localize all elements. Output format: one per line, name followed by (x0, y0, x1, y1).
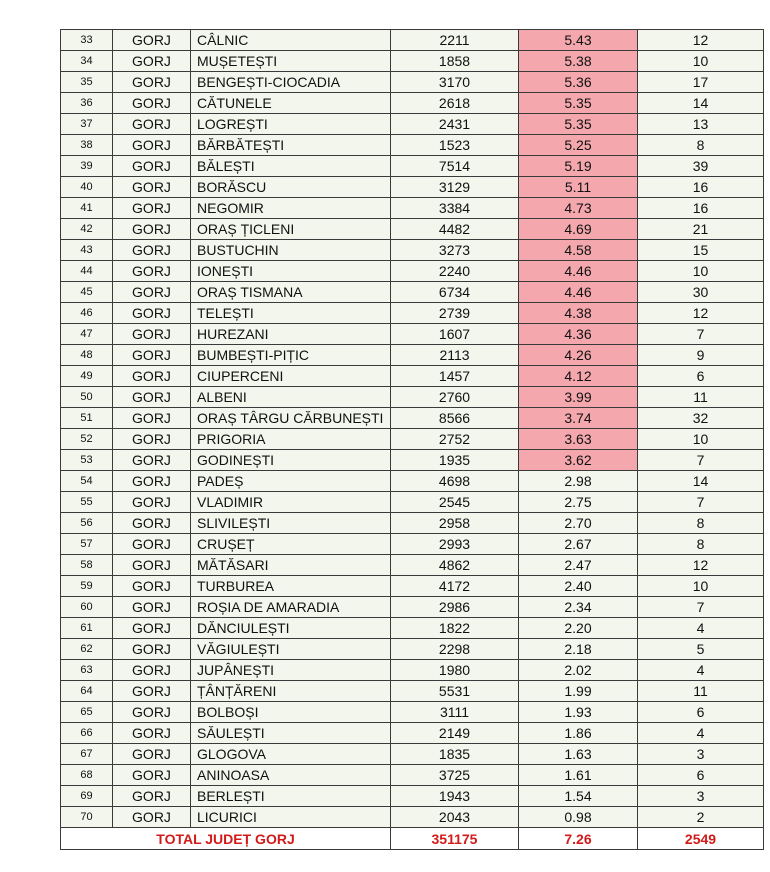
table-row (61, 513, 764, 534)
cases-cell: 10 (638, 576, 764, 597)
incidence-rate-cell: 2.40 (519, 576, 638, 597)
county-cell: GORJ (113, 345, 191, 366)
county-cell: GORJ (113, 639, 191, 660)
population-cell: 2211 (391, 30, 519, 51)
row-number: 44 (61, 261, 113, 282)
county-cell: GORJ (113, 723, 191, 744)
cases-cell: 6 (638, 765, 764, 786)
row-number: 65 (61, 702, 113, 723)
population-cell: 3111 (391, 702, 519, 723)
locality-cell: TELEȘTI (191, 303, 391, 324)
cases-cell: 8 (638, 534, 764, 555)
population-cell: 4862 (391, 555, 519, 576)
incidence-rate-cell: 5.25 (519, 135, 638, 156)
population-cell: 1935 (391, 450, 519, 471)
county-cell: GORJ (113, 513, 191, 534)
table-row (61, 618, 764, 639)
row-number: 40 (61, 177, 113, 198)
cases-cell: 4 (638, 723, 764, 744)
locality-cell: BĂLEȘTI (191, 156, 391, 177)
cases-cell: 6 (638, 702, 764, 723)
population-cell: 3725 (391, 765, 519, 786)
table-row (61, 639, 764, 660)
cases-cell: 11 (638, 387, 764, 408)
localities-table-sheet (60, 29, 763, 850)
cases-cell: 7 (638, 324, 764, 345)
cases-cell: 12 (638, 303, 764, 324)
incidence-rate-cell: 5.19 (519, 156, 638, 177)
table-row (61, 429, 764, 450)
incidence-rate-cell: 4.73 (519, 198, 638, 219)
table-row (61, 492, 764, 513)
cases-cell: 11 (638, 681, 764, 702)
locality-cell: BUMBEȘTI-PIȚIC (191, 345, 391, 366)
incidence-rate-cell: 5.35 (519, 114, 638, 135)
county-cell: GORJ (113, 156, 191, 177)
county-cell: GORJ (113, 555, 191, 576)
locality-cell: GLOGOVA (191, 744, 391, 765)
population-cell: 2752 (391, 429, 519, 450)
locality-cell: CIUPERCENI (191, 366, 391, 387)
table-row (61, 303, 764, 324)
locality-cell: ROȘIA DE AMARADIA (191, 597, 391, 618)
locality-cell: JUPÂNEȘTI (191, 660, 391, 681)
locality-cell: NEGOMIR (191, 198, 391, 219)
row-number: 39 (61, 156, 113, 177)
county-cell: GORJ (113, 744, 191, 765)
cases-cell: 21 (638, 219, 764, 240)
cases-cell: 13 (638, 114, 764, 135)
incidence-rate-cell: 2.98 (519, 471, 638, 492)
locality-cell: PRIGORIA (191, 429, 391, 450)
cases-cell: 39 (638, 156, 764, 177)
row-number: 37 (61, 114, 113, 135)
cases-cell: 7 (638, 597, 764, 618)
population-cell: 3273 (391, 240, 519, 261)
county-cell: GORJ (113, 471, 191, 492)
county-cell: GORJ (113, 786, 191, 807)
locality-cell: DĂNCIULEȘTI (191, 618, 391, 639)
row-number: 38 (61, 135, 113, 156)
incidence-rate-cell: 4.46 (519, 282, 638, 303)
cases-cell: 8 (638, 135, 764, 156)
row-number: 45 (61, 282, 113, 303)
row-number: 52 (61, 429, 113, 450)
incidence-rate-cell: 2.47 (519, 555, 638, 576)
locality-cell: ORAȘ TÂRGU CĂRBUNEȘTI (191, 408, 391, 429)
population-cell: 4172 (391, 576, 519, 597)
cases-cell: 14 (638, 93, 764, 114)
county-cell: GORJ (113, 534, 191, 555)
county-cell: GORJ (113, 366, 191, 387)
locality-cell: CRUȘEȚ (191, 534, 391, 555)
county-cell: GORJ (113, 198, 191, 219)
row-number: 49 (61, 366, 113, 387)
population-cell: 1943 (391, 786, 519, 807)
table-row (61, 282, 764, 303)
population-cell: 7514 (391, 156, 519, 177)
table-row (61, 240, 764, 261)
locality-cell: VĂGIULEȘTI (191, 639, 391, 660)
row-number: 66 (61, 723, 113, 744)
incidence-rate-cell: 2.70 (519, 513, 638, 534)
total-cases: 2549 (638, 828, 764, 850)
population-cell: 2993 (391, 534, 519, 555)
cases-cell: 16 (638, 198, 764, 219)
locality-cell: BENGEȘTI-CIOCADIA (191, 72, 391, 93)
county-cell: GORJ (113, 30, 191, 51)
table-row (61, 93, 764, 114)
table-row (61, 807, 764, 828)
locality-cell: MUȘETEȘTI (191, 51, 391, 72)
row-number: 47 (61, 324, 113, 345)
row-number: 70 (61, 807, 113, 828)
county-cell: GORJ (113, 618, 191, 639)
population-cell: 2043 (391, 807, 519, 828)
cases-cell: 3 (638, 744, 764, 765)
table-row (61, 450, 764, 471)
incidence-rate-cell: 2.75 (519, 492, 638, 513)
locality-cell: SĂULEȘTI (191, 723, 391, 744)
cases-cell: 15 (638, 240, 764, 261)
county-cell: GORJ (113, 114, 191, 135)
cases-cell: 10 (638, 261, 764, 282)
incidence-rate-cell: 3.99 (519, 387, 638, 408)
locality-cell: SLIVILEȘTI (191, 513, 391, 534)
population-cell: 1835 (391, 744, 519, 765)
table-row (61, 114, 764, 135)
row-number: 60 (61, 597, 113, 618)
row-number: 41 (61, 198, 113, 219)
locality-cell: ALBENI (191, 387, 391, 408)
incidence-rate-cell: 3.74 (519, 408, 638, 429)
population-cell: 1822 (391, 618, 519, 639)
incidence-rate-cell: 1.54 (519, 786, 638, 807)
total-row (61, 828, 764, 850)
population-cell: 2298 (391, 639, 519, 660)
cases-cell: 12 (638, 30, 764, 51)
locality-cell: BOLBOȘI (191, 702, 391, 723)
county-cell: GORJ (113, 324, 191, 345)
county-cell: GORJ (113, 135, 191, 156)
row-number: 43 (61, 240, 113, 261)
population-cell: 5531 (391, 681, 519, 702)
table-row (61, 30, 764, 51)
locality-cell: ORAȘ ȚICLENI (191, 219, 391, 240)
row-number: 53 (61, 450, 113, 471)
county-cell: GORJ (113, 387, 191, 408)
row-number: 62 (61, 639, 113, 660)
table-row (61, 555, 764, 576)
incidence-rate-cell: 4.46 (519, 261, 638, 282)
locality-cell: ORAȘ TISMANA (191, 282, 391, 303)
locality-cell: ANINOASA (191, 765, 391, 786)
cases-cell: 12 (638, 555, 764, 576)
row-number: 50 (61, 387, 113, 408)
incidence-rate-cell: 2.18 (519, 639, 638, 660)
locality-cell: VLADIMIR (191, 492, 391, 513)
cases-cell: 30 (638, 282, 764, 303)
locality-cell: MĂTĂSARI (191, 555, 391, 576)
table-row (61, 177, 764, 198)
incidence-rate-cell: 5.43 (519, 30, 638, 51)
table-row (61, 597, 764, 618)
table-row (61, 345, 764, 366)
county-cell: GORJ (113, 576, 191, 597)
row-number: 48 (61, 345, 113, 366)
incidence-rate-cell: 1.86 (519, 723, 638, 744)
county-cell: GORJ (113, 219, 191, 240)
cases-cell: 7 (638, 492, 764, 513)
incidence-rate-cell: 4.58 (519, 240, 638, 261)
locality-cell: IONEȘTI (191, 261, 391, 282)
incidence-rate-cell: 4.12 (519, 366, 638, 387)
county-cell: GORJ (113, 765, 191, 786)
population-cell: 1523 (391, 135, 519, 156)
row-number: 34 (61, 51, 113, 72)
county-cell: GORJ (113, 93, 191, 114)
locality-cell: PADEȘ (191, 471, 391, 492)
population-cell: 2149 (391, 723, 519, 744)
county-cell: GORJ (113, 807, 191, 828)
incidence-rate-cell: 4.26 (519, 345, 638, 366)
population-cell: 2958 (391, 513, 519, 534)
population-cell: 3170 (391, 72, 519, 93)
total-rate: 7.26 (519, 828, 638, 850)
table-row (61, 198, 764, 219)
county-cell: GORJ (113, 51, 191, 72)
cases-cell: 4 (638, 618, 764, 639)
row-number: 42 (61, 219, 113, 240)
table-row (61, 702, 764, 723)
row-number: 56 (61, 513, 113, 534)
row-number: 61 (61, 618, 113, 639)
table-row (61, 72, 764, 93)
total-population: 351175 (391, 828, 519, 850)
incidence-rate-cell: 0.98 (519, 807, 638, 828)
county-cell: GORJ (113, 72, 191, 93)
population-cell: 2545 (391, 492, 519, 513)
incidence-rate-cell: 2.20 (519, 618, 638, 639)
population-cell: 8566 (391, 408, 519, 429)
row-number: 54 (61, 471, 113, 492)
incidence-rate-cell: 5.36 (519, 72, 638, 93)
population-cell: 2986 (391, 597, 519, 618)
locality-cell: BORĂSCU (191, 177, 391, 198)
population-cell: 2431 (391, 114, 519, 135)
table-row (61, 576, 764, 597)
population-cell: 1607 (391, 324, 519, 345)
row-number: 46 (61, 303, 113, 324)
row-number: 68 (61, 765, 113, 786)
cases-cell: 10 (638, 51, 764, 72)
population-cell: 1858 (391, 51, 519, 72)
incidence-rate-cell: 2.67 (519, 534, 638, 555)
incidence-rate-cell: 4.36 (519, 324, 638, 345)
county-cell: GORJ (113, 429, 191, 450)
table-row (61, 387, 764, 408)
incidence-rate-cell: 2.02 (519, 660, 638, 681)
cases-cell: 2 (638, 807, 764, 828)
county-cell: GORJ (113, 660, 191, 681)
population-cell: 4482 (391, 219, 519, 240)
county-cell: GORJ (113, 492, 191, 513)
table-row (61, 660, 764, 681)
population-cell: 3384 (391, 198, 519, 219)
incidence-rate-cell: 5.11 (519, 177, 638, 198)
county-cell: GORJ (113, 450, 191, 471)
table-row (61, 366, 764, 387)
row-number: 59 (61, 576, 113, 597)
cases-cell: 4 (638, 660, 764, 681)
row-number: 57 (61, 534, 113, 555)
population-cell: 2240 (391, 261, 519, 282)
table-row (61, 681, 764, 702)
table-row (61, 408, 764, 429)
county-cell: GORJ (113, 282, 191, 303)
table-row (61, 261, 764, 282)
table-row (61, 324, 764, 345)
cases-cell: 9 (638, 345, 764, 366)
row-number: 51 (61, 408, 113, 429)
population-cell: 3129 (391, 177, 519, 198)
cases-cell: 16 (638, 177, 764, 198)
table-row (61, 534, 764, 555)
incidence-rate-cell: 1.99 (519, 681, 638, 702)
population-cell: 1457 (391, 366, 519, 387)
incidence-rate-cell: 1.63 (519, 744, 638, 765)
locality-cell: GODINEȘTI (191, 450, 391, 471)
row-number: 36 (61, 93, 113, 114)
row-number: 64 (61, 681, 113, 702)
locality-cell: LOGREȘTI (191, 114, 391, 135)
county-cell: GORJ (113, 702, 191, 723)
incidence-rate-cell: 5.35 (519, 93, 638, 114)
population-cell: 2739 (391, 303, 519, 324)
population-cell: 2618 (391, 93, 519, 114)
table-row (61, 744, 764, 765)
cases-cell: 5 (638, 639, 764, 660)
total-label: TOTAL JUDEȚ GORJ (61, 828, 391, 850)
incidence-rate-cell: 4.69 (519, 219, 638, 240)
cases-cell: 6 (638, 366, 764, 387)
table-row (61, 786, 764, 807)
cases-cell: 3 (638, 786, 764, 807)
table-row (61, 765, 764, 786)
incidence-rate-cell: 4.38 (519, 303, 638, 324)
incidence-rate-cell: 3.62 (519, 450, 638, 471)
row-number: 35 (61, 72, 113, 93)
row-number: 69 (61, 786, 113, 807)
locality-cell: BERLEȘTI (191, 786, 391, 807)
table-row (61, 471, 764, 492)
incidence-rate-cell: 1.61 (519, 765, 638, 786)
localities-table (60, 29, 764, 850)
population-cell: 1980 (391, 660, 519, 681)
table-row (61, 51, 764, 72)
county-cell: GORJ (113, 261, 191, 282)
cases-cell: 8 (638, 513, 764, 534)
table-row (61, 723, 764, 744)
row-number: 33 (61, 30, 113, 51)
incidence-rate-cell: 3.63 (519, 429, 638, 450)
county-cell: GORJ (113, 408, 191, 429)
locality-cell: LICURICI (191, 807, 391, 828)
county-cell: GORJ (113, 681, 191, 702)
incidence-rate-cell: 2.34 (519, 597, 638, 618)
locality-cell: CĂTUNELE (191, 93, 391, 114)
row-number: 58 (61, 555, 113, 576)
county-cell: GORJ (113, 177, 191, 198)
population-cell: 2113 (391, 345, 519, 366)
cases-cell: 10 (638, 429, 764, 450)
county-cell: GORJ (113, 303, 191, 324)
county-cell: GORJ (113, 240, 191, 261)
table-row (61, 156, 764, 177)
cases-cell: 17 (638, 72, 764, 93)
row-number: 55 (61, 492, 113, 513)
row-number: 67 (61, 744, 113, 765)
cases-cell: 32 (638, 408, 764, 429)
locality-cell: BĂRBĂTEȘTI (191, 135, 391, 156)
cases-cell: 14 (638, 471, 764, 492)
row-number: 63 (61, 660, 113, 681)
locality-cell: ȚÂNȚĂRENI (191, 681, 391, 702)
county-cell: GORJ (113, 597, 191, 618)
cases-cell: 7 (638, 450, 764, 471)
population-cell: 6734 (391, 282, 519, 303)
incidence-rate-cell: 5.38 (519, 51, 638, 72)
locality-cell: HUREZANI (191, 324, 391, 345)
locality-cell: CÂLNIC (191, 30, 391, 51)
table-row (61, 219, 764, 240)
population-cell: 2760 (391, 387, 519, 408)
table-body (61, 30, 764, 828)
locality-cell: BUSTUCHIN (191, 240, 391, 261)
population-cell: 4698 (391, 471, 519, 492)
locality-cell: TURBUREA (191, 576, 391, 597)
incidence-rate-cell: 1.93 (519, 702, 638, 723)
table-row (61, 135, 764, 156)
